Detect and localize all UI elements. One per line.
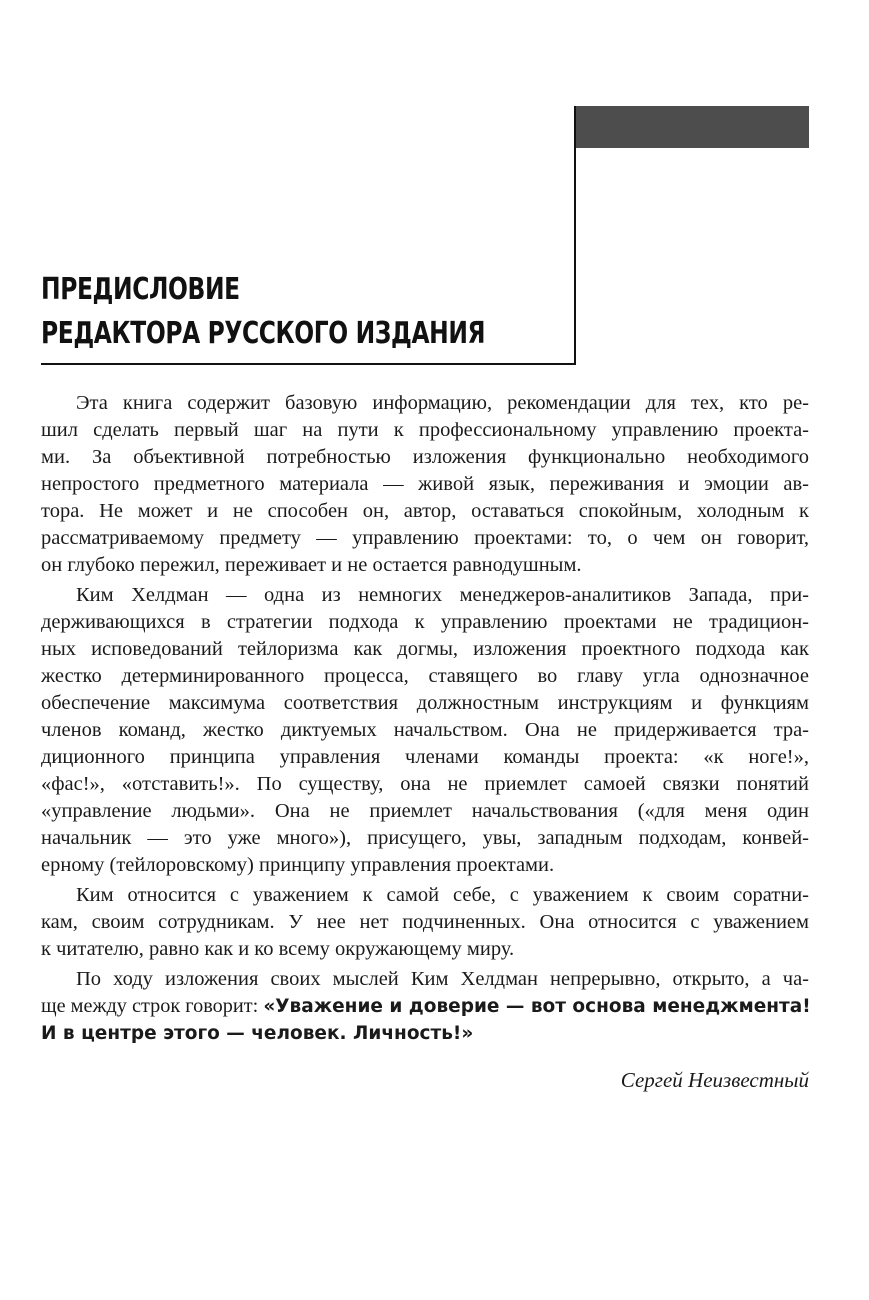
text-line: обеспечение максимума соответствия должностным инструкциям и функциям	[41, 692, 809, 714]
paragraph-3	[41, 882, 809, 963]
text-line: «управление людьми». Она не приемлет начальствования («для меня один	[41, 800, 809, 822]
header-horizontal-rule	[41, 363, 576, 365]
paragraph-1	[41, 390, 809, 579]
header-vertical-rule	[574, 106, 576, 365]
text-line: По ходу изложения своих мыслей Ким Хелдман непрерывно, открыто, а ча-	[76, 968, 809, 990]
text-line: он глубоко пережил, переживает и не остается равнодушным.	[41, 554, 582, 576]
text-line: к читателю, равно как и ко всему окружающему миру.	[41, 938, 515, 960]
text-line: ми. За объективной потребностью изложения функционально необходимого	[41, 446, 809, 468]
text-line: непростого предметного материала — живой язык, переживания и эмоции ав-	[41, 473, 809, 495]
text-line: жестко детерминированного процесса, ставящего во главу угла однозначное	[41, 665, 809, 687]
paragraph-2	[41, 582, 809, 879]
text-line	[41, 993, 809, 1020]
text-line: рассматриваемому предмету — управлению проектами: то, о чем он говорит,	[41, 527, 809, 549]
text-line: начальник — это уже много»), присущего, увы, западным подходам, конвей-	[41, 827, 809, 849]
paragraph-4	[41, 966, 809, 1047]
text-line: кам, своим сотрудникам. У нее нет подчиненных. Она относится с уважением	[41, 911, 809, 933]
text-line: ных исповедований тейлоризма как догмы, изложения проектного подхода как	[41, 638, 809, 660]
body-text	[41, 390, 809, 1047]
text-line: «фас!», «отставить!». По существу, она не приемлет самоей связки понятий	[41, 773, 809, 795]
text-line: держивающихся в стратегии подхода к управлению проектами не традицион-	[41, 611, 809, 633]
text-line: Ким относится с уважением к самой себе, с уважением к своим соратни-	[76, 884, 809, 906]
text-line: Эта книга содержит базовую информацию, рекомендации для тех, кто ре-	[76, 392, 809, 414]
emphasis-text: И в центре этого — человек. Личность!»	[41, 1023, 474, 1044]
text-line: шил сделать первый шаг на пути к профессиональному управлению проекта-	[41, 419, 809, 441]
header-dark-bar	[575, 106, 809, 148]
author-signature: Сергей Неизвестный	[620, 1068, 809, 1092]
text-line: ерному (тейлоровскому) принципу управления проектами.	[41, 854, 555, 876]
title-line-2: РЕДАКТОРА РУССКОГО ИЗДАНИЯ	[41, 316, 486, 351]
text-plain: ще между строк говорит:	[41, 995, 264, 1017]
text-line: Ким Хелдман — одна из немногих менеджеров-аналитиков Запада, при-	[76, 584, 809, 606]
text-line: тора. Не может и не способен он, автор, оставаться спокойным, холодным к	[41, 500, 809, 522]
text-line: членов команд, жестко диктуемых начальством. Она не придерживается тра-	[41, 719, 809, 741]
text-line: диционного принципа управления членами команды проекта: «к ноге!»,	[41, 746, 809, 768]
page-title	[41, 268, 485, 356]
title-line-1: ПРЕДИСЛОВИЕ	[41, 272, 240, 307]
emphasis-text: «Уважение и доверие — вот основа менеджмента!	[263, 996, 811, 1017]
